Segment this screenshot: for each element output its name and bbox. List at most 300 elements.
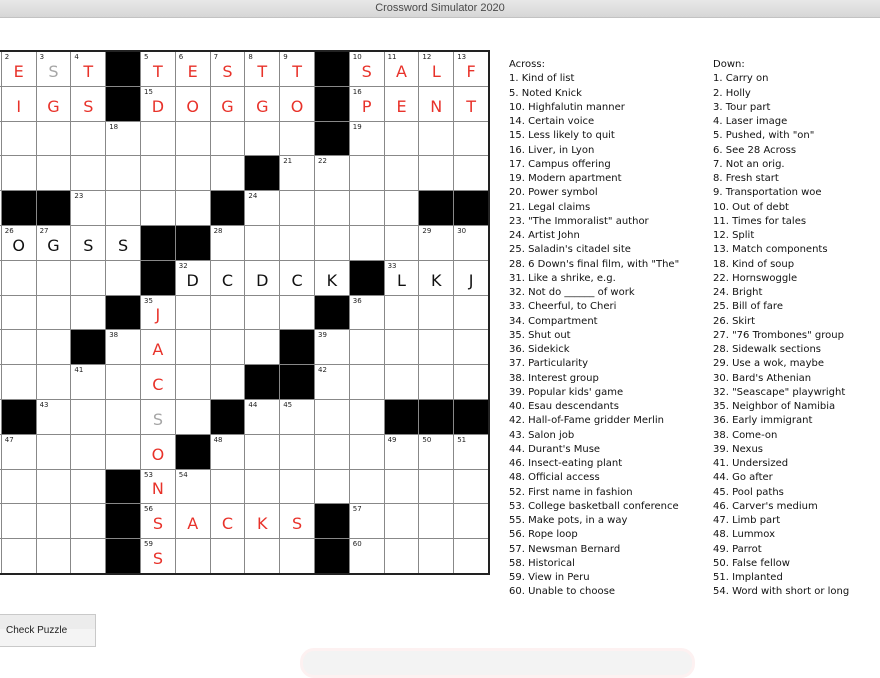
grid-cell[interactable]: [350, 365, 384, 399]
across-clue[interactable]: 17. Campus offering: [509, 158, 611, 170]
cell-letter: N: [151, 479, 164, 499]
grid-cell[interactable]: [245, 296, 279, 330]
clue-number: 35: [143, 296, 153, 305]
grid-cell[interactable]: [350, 296, 384, 330]
down-clue[interactable]: 7. Not an orig.: [713, 158, 785, 170]
grid-cell[interactable]: [280, 87, 314, 121]
grid-cell[interactable]: [37, 539, 71, 573]
grid-cell[interactable]: [280, 226, 314, 260]
grid-cell[interactable]: [211, 539, 245, 573]
down-clue[interactable]: 44. Go after: [713, 472, 773, 484]
grid-cell[interactable]: [454, 470, 488, 504]
across-clue[interactable]: 35. Shut out: [509, 329, 571, 341]
grid-cell[interactable]: [419, 504, 453, 538]
down-clue[interactable]: 36. Early immigrant: [713, 415, 813, 427]
grid-cell[interactable]: [37, 52, 71, 86]
grid-cell[interactable]: [0, 435, 1, 469]
grid-cell[interactable]: [0, 226, 1, 260]
grid-cell[interactable]: [176, 296, 210, 330]
grid-cell[interactable]: [315, 435, 349, 469]
grid-cell[interactable]: [280, 296, 314, 330]
grid-cell[interactable]: [419, 365, 453, 399]
down-clue[interactable]: 47. Limb part: [713, 515, 781, 526]
down-clue[interactable]: 18. Kind of soup: [713, 258, 795, 270]
grid-cell[interactable]: [37, 226, 71, 260]
down-clue[interactable]: 25. Bill of fare: [713, 301, 783, 313]
clue-number: 49: [387, 435, 397, 444]
grid-cell[interactable]: [71, 296, 105, 330]
clue-number: 15: [143, 87, 153, 96]
grid-cell[interactable]: [176, 52, 210, 86]
down-clue[interactable]: 48. Lummox: [713, 529, 776, 541]
cell-letter: S: [152, 514, 163, 534]
across-clue[interactable]: 38. Interest group: [509, 372, 599, 384]
down-clue[interactable]: 38. Come-on: [713, 429, 778, 441]
down-clue[interactable]: 35. Neighbor of Namibia: [713, 401, 836, 412]
across-clue[interactable]: 55. Make pots, in a way: [509, 515, 628, 526]
across-clue[interactable]: 16. Liver, in Lyon: [509, 144, 595, 156]
grid-cell[interactable]: [350, 122, 384, 156]
grid-cell[interactable]: [37, 122, 71, 156]
grid-cell[interactable]: [2, 435, 36, 469]
grid-cell[interactable]: [315, 400, 349, 434]
grid-cell[interactable]: [106, 156, 140, 190]
across-clue[interactable]: 53. College basketball conference: [509, 500, 679, 512]
grid-cell[interactable]: [37, 400, 71, 434]
grid-cell[interactable]: [245, 226, 279, 260]
black-square: [106, 87, 140, 121]
grid-cell[interactable]: [37, 435, 71, 469]
grid-cell[interactable]: [141, 539, 175, 573]
grid-cell[interactable]: [385, 261, 419, 295]
cell-letter: S: [152, 409, 163, 429]
across-clue[interactable]: 60. Unable to choose: [509, 586, 615, 598]
across-clue[interactable]: 34. Compartment: [509, 315, 598, 327]
black-square: [315, 122, 349, 156]
grid-cell[interactable]: [211, 156, 245, 190]
grid-cell[interactable]: [0, 330, 1, 364]
down-clue[interactable]: 32. "Seascape" playwright: [713, 386, 846, 398]
grid-cell[interactable]: [385, 52, 419, 86]
grid-cell[interactable]: [0, 470, 1, 504]
down-clue[interactable]: 26. Skirt: [713, 315, 756, 327]
grid-cell[interactable]: [37, 330, 71, 364]
grid-cell[interactable]: [419, 435, 453, 469]
grid-cell[interactable]: [2, 470, 36, 504]
clue-number: 4: [74, 53, 79, 61]
cell-letter: K: [431, 270, 442, 290]
grid-cell[interactable]: [350, 87, 384, 121]
across-clue[interactable]: 46. Insect-eating plant: [509, 458, 623, 469]
grid-cell[interactable]: [141, 296, 175, 330]
grid-cell[interactable]: [245, 52, 279, 86]
grid-cell[interactable]: [454, 296, 488, 330]
grid-cell[interactable]: [350, 156, 384, 190]
across-clue[interactable]: 24. Artist John: [509, 230, 580, 241]
grid-cell[interactable]: [454, 122, 488, 156]
grid-cell[interactable]: [2, 87, 36, 121]
grid-cell[interactable]: [176, 400, 210, 434]
across-clue[interactable]: 10. Highfalutin manner: [509, 101, 625, 113]
down-clue[interactable]: 5. Pushed, with "on": [713, 130, 815, 142]
grid-cell[interactable]: [385, 330, 419, 364]
grid-cell[interactable]: [211, 330, 245, 364]
grid-cell[interactable]: [2, 226, 36, 260]
grid-cell[interactable]: [280, 400, 314, 434]
grid-cell[interactable]: [245, 330, 279, 364]
grid-cell[interactable]: [176, 191, 210, 225]
grid-cell[interactable]: [315, 365, 349, 399]
down-clue[interactable]: 46. Carver's medium: [713, 500, 818, 512]
crossword-grid: [0, 50, 490, 575]
across-clue[interactable]: 48. Official access: [509, 472, 600, 484]
grid-cell[interactable]: [211, 470, 245, 504]
grid-cell[interactable]: [141, 87, 175, 121]
grid-cell[interactable]: [0, 191, 1, 225]
black-square: [141, 226, 175, 260]
cell-letter: D: [186, 270, 199, 290]
grid-cell[interactable]: [280, 539, 314, 573]
grid-cell[interactable]: [141, 504, 175, 538]
grid-cell[interactable]: [454, 52, 488, 86]
grid-cell[interactable]: [71, 365, 105, 399]
grid-cell[interactable]: [71, 52, 105, 86]
grid-cell[interactable]: [106, 191, 140, 225]
grid-cell[interactable]: [211, 226, 245, 260]
cell-letter: L: [431, 61, 441, 81]
grid-cell[interactable]: [106, 365, 140, 399]
grid-cell[interactable]: [419, 539, 453, 573]
grid-cell[interactable]: [385, 470, 419, 504]
grid-cell[interactable]: [176, 156, 210, 190]
clue-number: 21: [283, 157, 293, 166]
grid-cell[interactable]: [419, 52, 453, 86]
cell-letter: D: [256, 270, 269, 290]
grid-cell[interactable]: [385, 539, 419, 573]
black-square: [106, 539, 140, 573]
cell-letter: I: [16, 96, 22, 116]
grid-cell[interactable]: [2, 156, 36, 190]
grid-cell[interactable]: [419, 261, 453, 295]
across-clue[interactable]: 52. First name in fashion: [509, 486, 633, 498]
grid-cell[interactable]: [37, 470, 71, 504]
grid-cell[interactable]: [419, 87, 453, 121]
grid-cell[interactable]: [350, 504, 384, 538]
grid-cell[interactable]: [176, 470, 210, 504]
down-clue[interactable]: 22. Hornswoggle: [713, 272, 798, 284]
grid-cell[interactable]: [454, 539, 488, 573]
grid-cell[interactable]: [315, 191, 349, 225]
grid-cell[interactable]: [141, 435, 175, 469]
grid-cell[interactable]: [0, 87, 1, 121]
grid-cell[interactable]: [2, 52, 36, 86]
clue-number: 22: [317, 157, 327, 166]
grid-cell[interactable]: [315, 226, 349, 260]
cell-letter: C: [152, 374, 164, 394]
grid-cell[interactable]: [71, 435, 105, 469]
grid-cell[interactable]: [0, 296, 1, 330]
grid-cell[interactable]: [454, 435, 488, 469]
grid-cell[interactable]: [245, 191, 279, 225]
grid-cell[interactable]: [350, 470, 384, 504]
grid-cell[interactable]: [2, 330, 36, 364]
grid-cell[interactable]: [106, 261, 140, 295]
grid-cell[interactable]: [0, 52, 1, 86]
grid-cell[interactable]: [176, 539, 210, 573]
grid-cell[interactable]: [71, 504, 105, 538]
grid-cell[interactable]: [141, 470, 175, 504]
grid-cell[interactable]: [245, 122, 279, 156]
grid-cell[interactable]: [37, 87, 71, 121]
across-clue[interactable]: 23. "The Immoralist" author: [509, 215, 649, 227]
grid-cell[interactable]: [0, 156, 1, 190]
grid-cell[interactable]: [71, 261, 105, 295]
cell-letter: S: [222, 61, 233, 81]
grid-cell[interactable]: [280, 504, 314, 538]
down-clue[interactable]: 24. Bright: [713, 287, 763, 298]
down-clue[interactable]: 3. Tour part: [713, 101, 771, 113]
down-clue[interactable]: 41. Undersized: [713, 458, 789, 469]
across-clue[interactable]: 57. Newsman Bernard: [509, 543, 621, 555]
across-clue[interactable]: 5. Noted Knick: [509, 87, 582, 99]
grid-cell[interactable]: [71, 87, 105, 121]
across-clue[interactable]: 28. 6 Down's final film, with "The": [509, 258, 680, 270]
grid-cell[interactable]: [350, 191, 384, 225]
across-clue[interactable]: 25. Saladin's citadel site: [509, 244, 631, 256]
grid-cell[interactable]: [0, 400, 1, 434]
grid-cell[interactable]: [385, 435, 419, 469]
black-square: [454, 191, 488, 225]
grid-cell[interactable]: [71, 226, 105, 260]
down-clue[interactable]: 27. "76 Trombones" group: [713, 329, 844, 341]
grid-cell[interactable]: [141, 365, 175, 399]
grid-cell[interactable]: [315, 261, 349, 295]
grid-cell[interactable]: [71, 470, 105, 504]
down-clue[interactable]: 51. Implanted: [713, 572, 783, 583]
grid-cell[interactable]: [2, 539, 36, 573]
across-clue[interactable]: 43. Salon job: [509, 429, 575, 441]
grid-cell[interactable]: [106, 226, 140, 260]
grid-cell[interactable]: [176, 330, 210, 364]
grid-cell[interactable]: [37, 504, 71, 538]
across-clue[interactable]: 39. Popular kids' game: [509, 386, 624, 398]
grid-cell[interactable]: [454, 261, 488, 295]
black-square: [454, 400, 488, 434]
grid-cell[interactable]: [211, 435, 245, 469]
down-clue[interactable]: 10. Out of debt: [713, 201, 789, 213]
down-clue[interactable]: 12. Split: [713, 230, 755, 241]
across-clue[interactable]: 32. Not do ______ of work: [509, 287, 635, 298]
grid-cell[interactable]: [141, 400, 175, 434]
grid-cell[interactable]: [245, 87, 279, 121]
down-clue[interactable]: 30. Bard's Athenian: [713, 372, 812, 384]
cell-letter: S: [292, 514, 303, 534]
down-clue[interactable]: 54. Word with short or long: [713, 586, 850, 598]
grid-cell[interactable]: [211, 504, 245, 538]
across-clue[interactable]: 44. Durant's Muse: [509, 443, 601, 455]
across-clue[interactable]: 14. Certain voice: [509, 116, 595, 127]
grid-cell[interactable]: [0, 122, 1, 156]
grid-cell[interactable]: [419, 226, 453, 260]
across-clue[interactable]: 42. Hall-of-Fame gridder Merlin: [509, 415, 664, 427]
down-clue[interactable]: 8. Fresh start: [713, 173, 779, 184]
grid-cell[interactable]: [176, 504, 210, 538]
grid-cell[interactable]: [419, 122, 453, 156]
across-clue[interactable]: 20. Power symbol: [509, 187, 598, 199]
grid-cell[interactable]: [280, 122, 314, 156]
across-clue[interactable]: 31. Like a shrike, e.g.: [509, 272, 616, 284]
across-clue[interactable]: 56. Rope loop: [509, 529, 578, 541]
grid-cell[interactable]: [245, 470, 279, 504]
grid-cell[interactable]: [454, 156, 488, 190]
grid-cell[interactable]: [37, 365, 71, 399]
grid-cell[interactable]: [211, 122, 245, 156]
grid-cell[interactable]: [419, 470, 453, 504]
grid-cell[interactable]: [419, 296, 453, 330]
grid-cell[interactable]: [350, 226, 384, 260]
grid-cell[interactable]: [211, 87, 245, 121]
grid-cell[interactable]: [211, 365, 245, 399]
down-clue[interactable]: 45. Pool paths: [713, 486, 784, 498]
grid-cell[interactable]: [419, 330, 453, 364]
across-clue[interactable]: 33. Cheerful, to Cheri: [509, 301, 617, 313]
across-clue[interactable]: 21. Legal claims: [509, 201, 591, 213]
grid-cell[interactable]: [106, 435, 140, 469]
grid-cell[interactable]: [315, 156, 349, 190]
grid-cell[interactable]: [141, 122, 175, 156]
down-clue[interactable]: 9. Transportation woe: [713, 187, 822, 199]
grid-cell[interactable]: [385, 156, 419, 190]
grid-cell[interactable]: [350, 435, 384, 469]
down-clue[interactable]: 4. Laser image: [713, 116, 788, 127]
grid-cell[interactable]: [71, 400, 105, 434]
grid-cell[interactable]: [454, 226, 488, 260]
grid-cell[interactable]: [245, 435, 279, 469]
grid-cell[interactable]: [176, 87, 210, 121]
grid-cell[interactable]: [315, 330, 349, 364]
grid-cell[interactable]: [245, 504, 279, 538]
grid-cell[interactable]: [106, 122, 140, 156]
black-square: [106, 470, 140, 504]
grid-cell[interactable]: [245, 261, 279, 295]
grid-cell[interactable]: [280, 470, 314, 504]
grid-cell[interactable]: [0, 539, 1, 573]
grid-cell[interactable]: [280, 191, 314, 225]
grid-cell[interactable]: [211, 52, 245, 86]
grid-cell[interactable]: [141, 52, 175, 86]
across-clue[interactable]: 15. Less likely to quit: [509, 130, 615, 142]
grid-cell[interactable]: [454, 87, 488, 121]
grid-cell[interactable]: [454, 330, 488, 364]
black-square: [106, 504, 140, 538]
grid-cell[interactable]: [106, 400, 140, 434]
clue-number: 43: [39, 400, 49, 409]
grid-cell[interactable]: [71, 539, 105, 573]
down-clue[interactable]: 39. Nexus: [713, 443, 764, 455]
grid-cell[interactable]: [37, 261, 71, 295]
down-clue[interactable]: 50. False fellow: [713, 557, 790, 569]
grid-cell[interactable]: [385, 296, 419, 330]
grid-cell[interactable]: [454, 504, 488, 538]
across-clue[interactable]: 37. Particularity: [509, 358, 589, 370]
across-clue[interactable]: 19. Modern apartment: [509, 173, 622, 184]
grid-cell[interactable]: [385, 504, 419, 538]
grid-cell[interactable]: [385, 122, 419, 156]
across-clue[interactable]: 40. Esau descendants: [509, 401, 619, 412]
grid-cell[interactable]: [2, 122, 36, 156]
across-clue[interactable]: 58. Historical: [509, 557, 575, 569]
grid-cell[interactable]: [315, 470, 349, 504]
clue-number: 10: [352, 53, 362, 61]
check-puzzle-button[interactable]: Check Puzzle: [0, 614, 96, 647]
grid-cell[interactable]: [106, 330, 140, 364]
across-clue[interactable]: 36. Sidekick: [509, 344, 570, 355]
grid-cell[interactable]: [71, 122, 105, 156]
grid-cell[interactable]: [141, 330, 175, 364]
grid-cell[interactable]: [2, 261, 36, 295]
down-clue[interactable]: 6. See 28 Across: [713, 144, 797, 156]
grid-cell[interactable]: [141, 191, 175, 225]
grid-cell[interactable]: [350, 400, 384, 434]
grid-cell[interactable]: [176, 365, 210, 399]
grid-cell[interactable]: [385, 87, 419, 121]
grid-cell[interactable]: [385, 191, 419, 225]
grid-cell[interactable]: [2, 296, 36, 330]
down-clue[interactable]: 28. Sidewalk sections: [713, 344, 821, 355]
grid-cell[interactable]: [385, 365, 419, 399]
grid-cell[interactable]: [211, 261, 245, 295]
grid-cell[interactable]: [176, 261, 210, 295]
grid-cell[interactable]: [0, 504, 1, 538]
grid-cell[interactable]: [0, 261, 1, 295]
grid-cell[interactable]: [2, 504, 36, 538]
grid-cell[interactable]: [71, 191, 105, 225]
grid-cell[interactable]: [245, 400, 279, 434]
grid-cell[interactable]: [176, 122, 210, 156]
down-clue[interactable]: 11. Times for tales: [713, 215, 807, 227]
grid-cell[interactable]: [141, 156, 175, 190]
grid-cell[interactable]: [37, 296, 71, 330]
cell-letter: J: [155, 305, 161, 325]
grid-cell[interactable]: [280, 435, 314, 469]
grid-cell[interactable]: [280, 261, 314, 295]
grid-cell[interactable]: [280, 52, 314, 86]
down-clue[interactable]: 29. Use a wok, maybe: [713, 358, 824, 370]
grid-cell[interactable]: [37, 156, 71, 190]
down-clue[interactable]: 1. Carry on: [713, 73, 769, 85]
grid-cell[interactable]: [280, 156, 314, 190]
grid-cell[interactable]: [350, 52, 384, 86]
grid-cell[interactable]: [454, 365, 488, 399]
grid-cell[interactable]: [350, 330, 384, 364]
grid-cell[interactable]: [245, 539, 279, 573]
down-clue[interactable]: 49. Parrot: [713, 543, 762, 555]
across-clue[interactable]: 59. View in Peru: [509, 572, 590, 583]
grid-cell[interactable]: [350, 539, 384, 573]
grid-cell[interactable]: [2, 365, 36, 399]
grid-cell[interactable]: [211, 296, 245, 330]
down-clue[interactable]: 2. Holly: [713, 87, 751, 99]
grid-cell[interactable]: [71, 156, 105, 190]
clue-number: 28: [213, 226, 223, 235]
grid-cell[interactable]: [385, 226, 419, 260]
cell-letter: T: [466, 96, 476, 116]
grid-cell[interactable]: [419, 156, 453, 190]
cell-letter: C: [221, 270, 234, 290]
down-clue[interactable]: 13. Match components: [713, 244, 828, 256]
across-clue[interactable]: 1. Kind of list: [509, 73, 575, 85]
grid-cell[interactable]: [0, 365, 1, 399]
